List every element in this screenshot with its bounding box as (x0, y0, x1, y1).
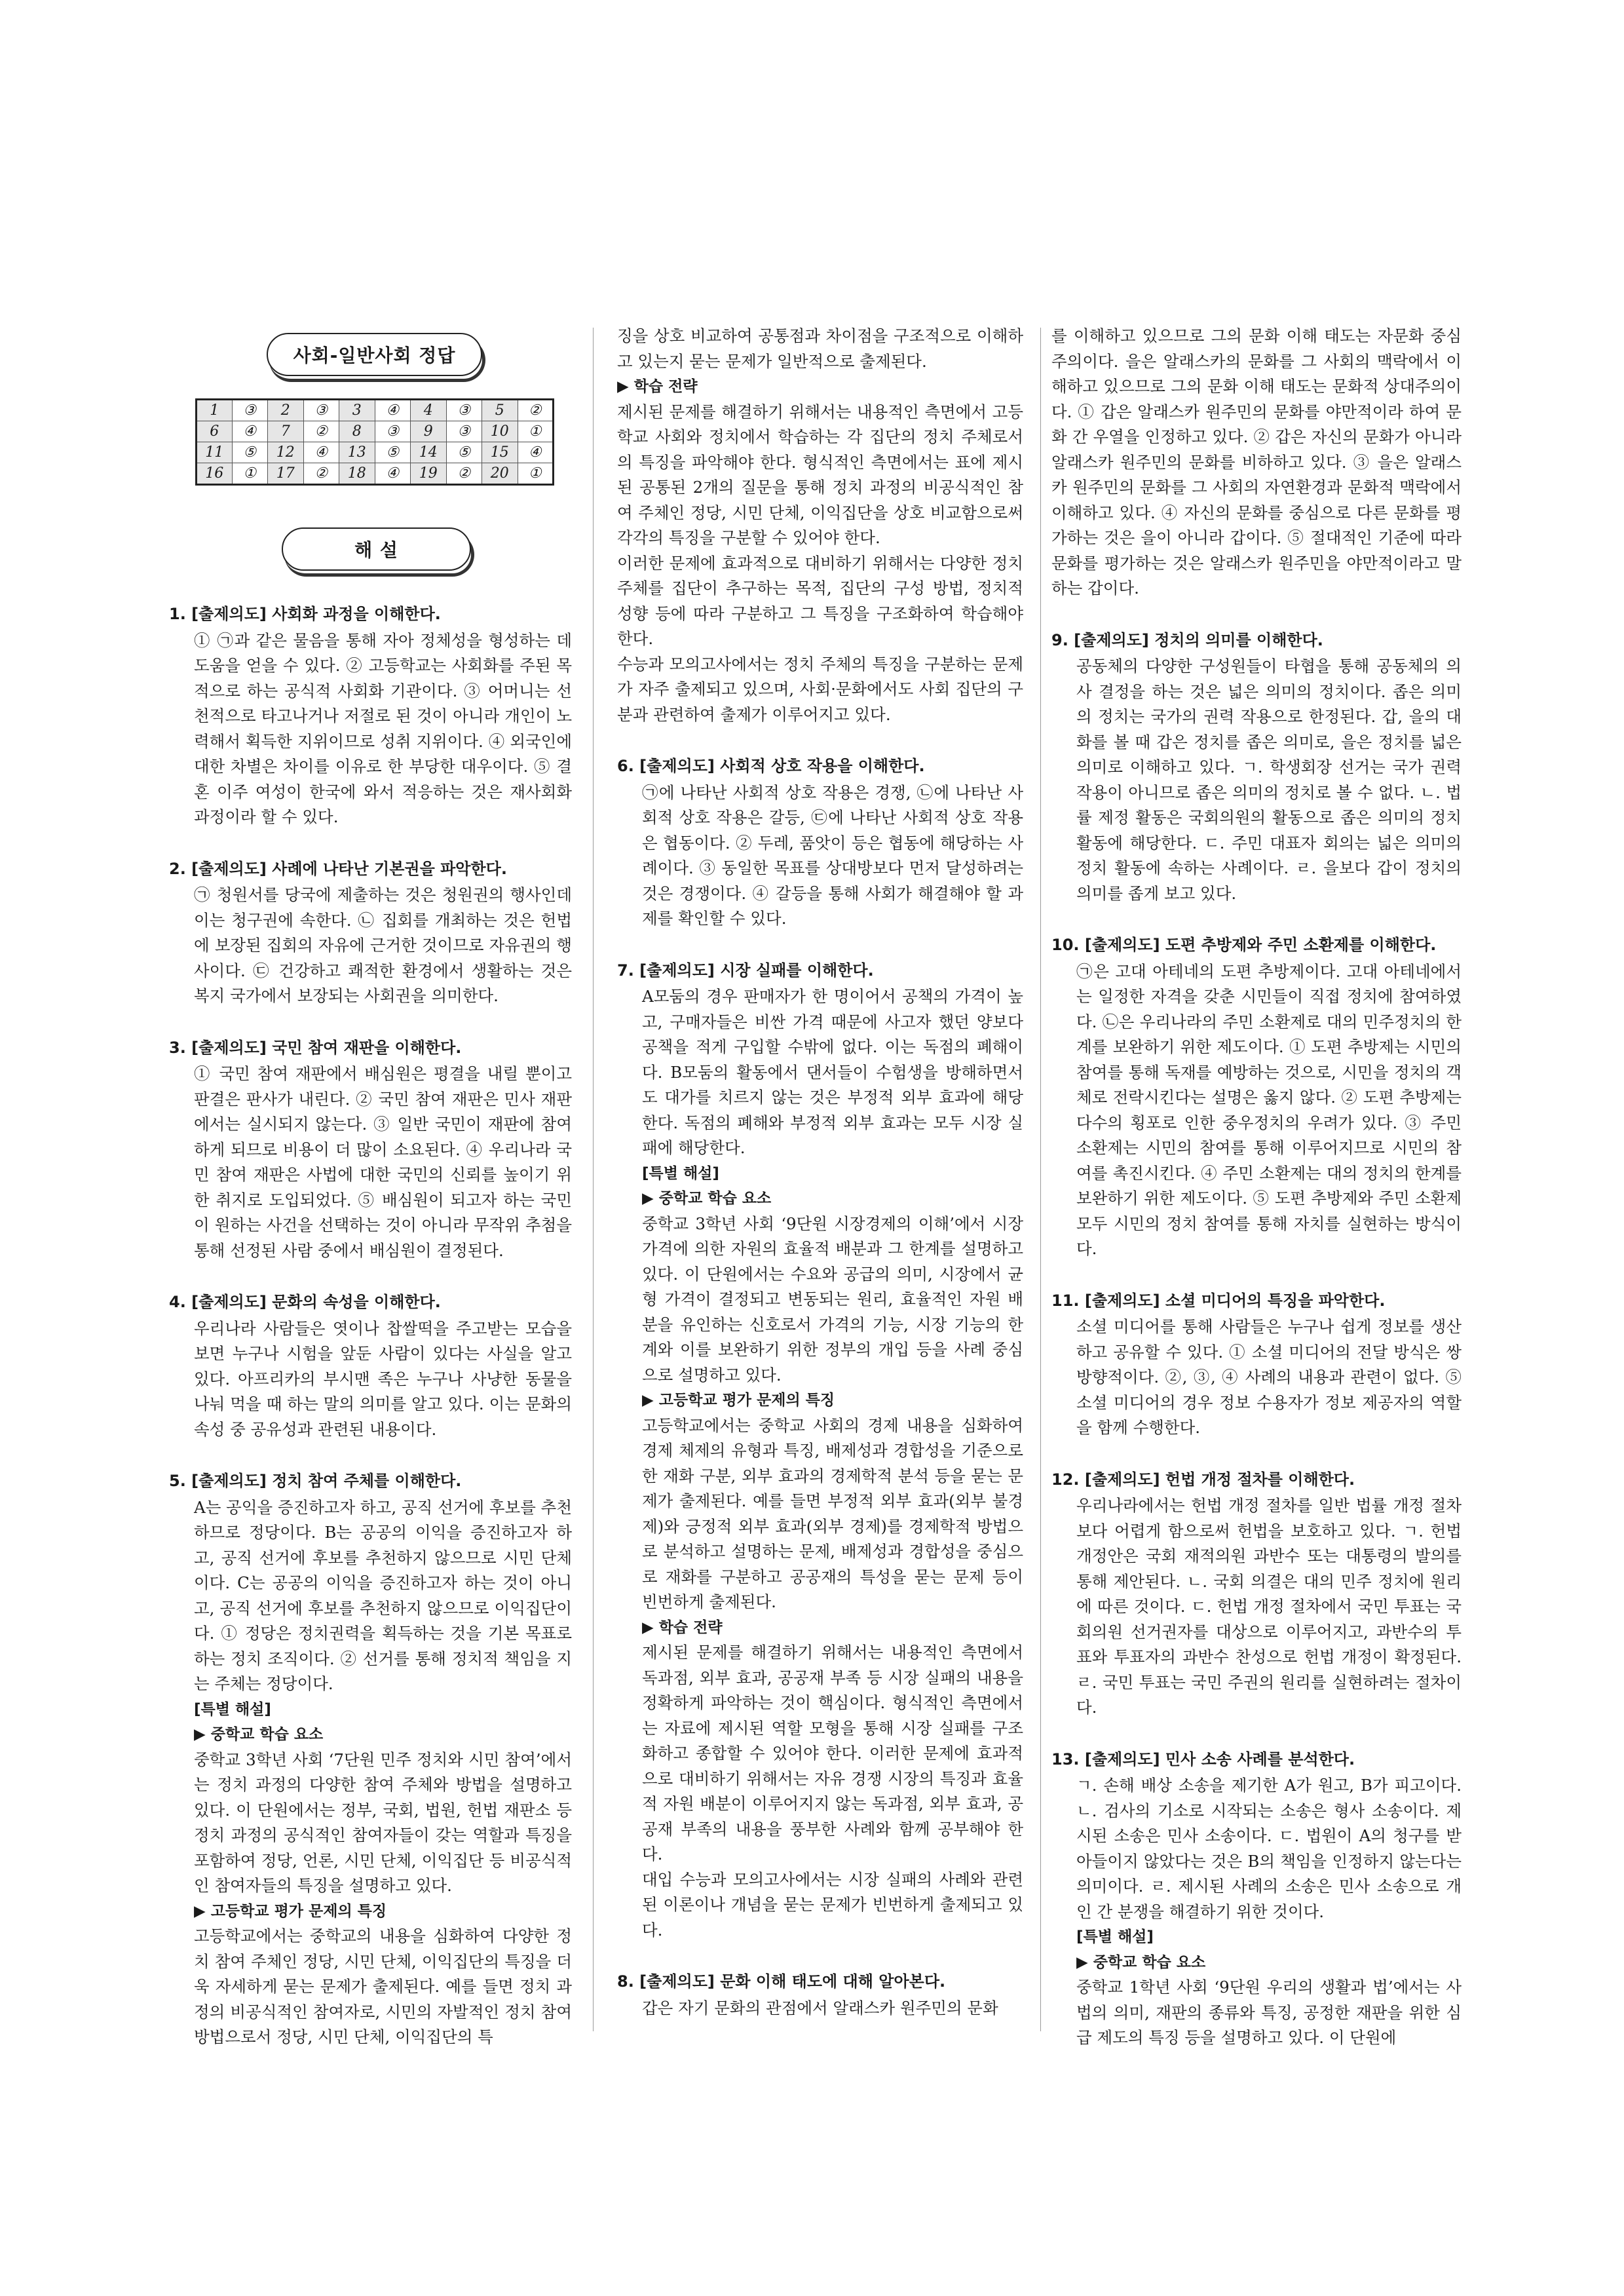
subsection-heading: ▶ 고등학교 평가 문제의 특징 (194, 1902, 387, 1920)
subsection-heading: ▶ 학습 전략 (642, 1618, 723, 1636)
explanation-item (169, 1468, 572, 2050)
explanation-item (1051, 1467, 1462, 1721)
answer-row (197, 400, 554, 421)
question-number: 7 (268, 421, 304, 442)
column-divider-1 (593, 328, 594, 2031)
subsection-heading: ▶ 고등학교 평가 문제의 특징 (642, 1392, 835, 1409)
explanation-item (1051, 1747, 1462, 2051)
subsection-heading: ▶ 중학교 학습 요소 (642, 1190, 772, 1207)
explanation-paragraph: 우리나라에서는 헌법 개정 절차를 일반 법률 개정 절차보다 어렵게 함으로써 헌법을 보호하고 있다. ㄱ. 헌법 개정안은 국회 재적의원 과반수 또는 대통령의 발의를 통해 제안된다. ㄴ. 국회 의결은 대의 민주 정치에 원리에 따른 것이다. ㄷ. 헌법 개정 절차에서 국민 투표는 국회의원 선거권자를 대상으로 이루어지고, 과반수의 투표와 투표자의 과반수 찬성으로 헌법 개정이 확정된다. ㄹ. 국민 투표는 국민 주권의 원리를 실현하려는 절차이다. (1076, 1496, 1462, 1717)
question-number: 8 (339, 421, 375, 442)
explanation-heading: 5. [출제의도] 정치 참여 주체를 이해한다. (169, 1472, 462, 1490)
subsection-heading: ▶ 학습 전략 (617, 378, 698, 395)
explanation-item (1051, 628, 1462, 907)
explanation-title-banner (282, 527, 471, 571)
answer-choice: ① (232, 463, 268, 485)
explanation-item (617, 958, 1023, 1943)
explanation-column-1 (169, 602, 572, 2076)
answer-row (197, 463, 554, 485)
explanation-item (1051, 324, 1462, 602)
answer-choice: ④ (232, 421, 268, 442)
explanation-heading: 1. [출제의도] 사회화 과정을 이해한다. (169, 605, 441, 623)
explanation-item (169, 1035, 572, 1264)
answer-choice: ④ (375, 463, 411, 485)
answer-choice: ② (303, 421, 339, 442)
explanation-paragraph: ㉠에 나타난 사회적 상호 작용은 경쟁, ㉡에 나타난 사회적 상호 작용은 갈등, ㉢에 나타난 사회적 상호 작용은 협동이다. ② 두레, 품앗이 등은 협동에 해당하는 사례이다. ③ 동일한 목표를 상대방보다 먼저 달성하려는 것은 경쟁이다. ④ 갈등을 통해 사회가 해결해야 할 과제를 확인할 수 있다. (642, 782, 1023, 928)
explanation-heading: 3. [출제의도] 국민 참여 재판을 이해한다. (169, 1038, 462, 1057)
explanation-paragraph: 수능과 모의고사에서는 정치 주체의 특징을 구분하는 문제가 자주 출제되고 있으며, 사회·문화에서도 사회 집단의 구분과 관련하여 출제가 이루어지고 있다. (617, 654, 1023, 724)
explanation-heading: 9. [출제의도] 정치의 의미를 이해한다. (1051, 630, 1323, 649)
explanation-item (1051, 932, 1462, 1262)
answer-choice: ③ (446, 400, 482, 421)
question-number: 17 (268, 463, 304, 485)
explanation-paragraph: 중학교 3학년 사회 ‘9단원 시장경제의 이해’에서 시장 가격에 의한 자원의 효율적 배분과 그 한계를 설명하고 있다. 이 단원에서는 수요와 공급의 의미, 시장에서 균형 가격이 결정되고 변동되는 원리, 효율적인 자원 배분을 유인하는 신호로서 가격의 기능, 시장 기능의 한계와 이를 보완하기 위한 정부의 개입 등을 사례 중심으로 설명하고 있다. (642, 1214, 1023, 1385)
question-number: 15 (482, 442, 518, 463)
explanation-paragraph: 를 이해하고 있으므로 그의 문화 이해 태도는 자문화 중심주의이다. 을은 알래스카의 문화를 그 사회의 맥락에서 이해하고 있으므로 그의 문화 이해 태도는 문화적 상대주의이다. ① 갑은 알래스카 원주민의 문화를 야만적이라 하여 문화 간 우열을 인정하고 있다. ② 갑은 자신의 문화가 아니라 알래스카 원주민의 문화를 비하하고 있다. ③ 을은 알래스카 원주민의 문화를 그 사회의 자연환경과 문화적 맥락에서 이해하고 있다. ④ 자신의 문화를 중심으로 다른 문화를 평가하는 것은 을이 아니라 갑이다. ⑤ 절대적인 기준에 따라 문화를 평가하는 것은 알래스카 원주민을 야만적이라고 말하는 갑이다. (1051, 326, 1462, 598)
explanation-heading: 6. [출제의도] 사회적 상호 작용을 이해한다. (617, 757, 925, 775)
question-number: 14 (411, 442, 447, 463)
explanation-item (617, 1969, 1023, 2021)
question-number: 19 (411, 463, 447, 485)
answer-choice: ② (446, 463, 482, 485)
answer-choice: ③ (375, 421, 411, 442)
explanation-heading: 11. [출제의도] 소셜 미디어의 특징을 파악한다. (1051, 1291, 1386, 1310)
answer-title-banner (267, 333, 482, 376)
answer-key-table (195, 398, 554, 486)
column-divider-2 (1040, 328, 1041, 2031)
special-note-label: [특별 해설] (1076, 1928, 1154, 1945)
explanation-item (169, 602, 572, 830)
explanation-paragraph: 제시된 문제를 해결하기 위해서는 내용적인 측면에서 고등학교 사회와 정치에서 학습하는 각 집단의 정치 주체로서의 특징을 파악해야 한다. 형식적인 측면에서는 표에 제시된 공통된 2개의 질문을 통해 정치 과정의 비공식적인 참여 주체인 정당, 시민 단체, 이익집단을 상호 비교함으로써 각각의 특징을 구분할 수 있어야 한다. (617, 402, 1023, 547)
question-number: 18 (339, 463, 375, 485)
answer-choice: ⑤ (232, 442, 268, 463)
explanation-paragraph: 고등학교에서는 중학교의 내용을 심화하여 다양한 정치 참여 주체인 정당, 시민 단체, 이익집단의 특징을 더욱 자세하게 묻는 문제가 출제된다. 예를 들면 정치 과정의 비공식적인 참여자로, 시민의 자발적인 정치 참여 방법으로서 정당, 시민 단체, 이익집단의 특 (194, 1926, 572, 2046)
question-number: 9 (411, 421, 447, 442)
explanation-column-2 (617, 324, 1023, 2047)
explanation-paragraph: ① 국민 참여 재판에서 배심원은 평결을 내릴 뿐이고 판결은 판사가 내린다. ② 국민 참여 재판은 민사 재판에서는 실시되지 않는다. ③ 일반 국민이 재판에 참여하게 되므로 비용이 더 많이 소요된다. ④ 우리나라 국민 참여 재판은 사법에 대한 국민의 신뢰를 높이기 위한 취지로 도입되었다. ⑤ 배심원이 되고자 하는 국민이 원하는 사건을 선택하는 것이 아니라 무작위 추첨을 통해 선정된 사람 중에서 배심원이 결정된다. (194, 1064, 572, 1260)
question-number: 5 (482, 400, 518, 421)
explanation-heading: 12. [출제의도] 헌법 개정 절차를 이해한다. (1051, 1470, 1355, 1489)
explanation-paragraph: ㉠ 청원서를 당국에 제출하는 것은 청원권의 행사인데 이는 청구권에 속한다. ㉡ 집회를 개최하는 것은 헌법에 보장된 집회의 자유에 근거한 것이므로 자유권의 행사이다. ㉢ 건강하고 쾌적한 환경에서 생활하는 것은 복지 국가에서 보장되는 사회권을 의미한다. (194, 885, 572, 1005)
explanation-paragraph: A모둠의 경우 판매자가 한 명이어서 공책의 가격이 높고, 구매자들은 비싼 가격 때문에 사고자 했던 양보다 공책을 적게 구입할 수밖에 없다. 이는 독점의 폐해이다. B모둠의 활동에서 댄서들이 수험생을 방해하면서도 대가를 치르지 않는 것은 부정적 외부 효과에 해당한다. 독점의 폐해와 부정적 외부 효과는 모두 시장 실패에 해당한다. (642, 987, 1023, 1157)
answer-choice: ④ (303, 442, 339, 463)
explanation-heading: 8. [출제의도] 문화 이해 태도에 대해 알아본다. (617, 1972, 946, 1991)
question-number: 1 (197, 400, 233, 421)
explanation-paragraph: ㄱ. 손해 배상 소송을 제기한 A가 원고, B가 피고이다. ㄴ. 검사의 기소로 시작되는 소송은 형사 소송이다. 제시된 소송은 민사 소송이다. ㄷ. 법원이 A의 청구를 받아들이지 않았다는 것은 B의 책임을 인정하지 않는다는 의미이다. ㄹ. 제시된 사례의 소송은 민사 소송으로 개인 간 분쟁을 해결하기 위한 것이다. (1076, 1776, 1462, 1921)
special-note-label: [특별 해설] (642, 1164, 719, 1182)
explanation-title: 해 설 (354, 539, 398, 561)
special-note-label: [특별 해설] (194, 1700, 271, 1718)
answer-choice: ① (518, 421, 554, 442)
explanation-heading: 7. [출제의도] 시장 실패를 이해한다. (617, 961, 874, 980)
explanation-paragraph: ① ㉠과 같은 물음을 통해 자아 정체성을 형성하는 데 도움을 얻을 수 있다. ② 고등학교는 사회화를 주된 목적으로 하는 공식적 사회화 기관이다. ③ 어머니는 선천적으로 타고나거나 저절로 된 것이 아니라 개인이 노력해서 획득한 지위이므로 성취 지위이다. ④ 외국인에 대한 차별은 차이를 이유로 한 부당한 대우이다. ⑤ 결혼 이주 여성이 한국에 와서 적응하는 것은 재사회화 과정이라 할 수 있다. (194, 630, 572, 826)
answer-choice: ① (518, 463, 554, 485)
explanation-paragraph: A는 공익을 증진하고자 하고, 공직 선거에 후보를 추천하므로 정당이다. B는 공공의 이익을 증진하고자 하고, 공직 선거에 후보를 추천하지 않으므로 시민 단체이다. C는 공공의 이익을 증진하고자 하는 것이 아니고, 공직 선거에 후보를 추천하지 않으므로 이익집단이다. ① 정당은 정치권력을 획득하는 것을 기본 목표로 하는 정치 조직이다. ② 선거를 통해 정치적 책임을 지는 주체는 정당이다. (194, 1497, 573, 1693)
explanation-paragraph: ㉠은 고대 아테네의 도편 추방제이다. 고대 아테네에서는 일정한 자격을 갖춘 시민들이 직접 정치에 참여하였다. ㉡은 우리나라의 주민 소환제로 대의 민주정치의 한계를 보완하기 위한 제도이다. ① 도편 추방제는 시민의 참여를 통해 독재를 예방하는 것으로, 시민을 정치의 객체로 전락시킨다는 설명은 옳지 않다. ② 도편 추방제는 다수의 횡포로 인한 중우정치의 우려가 있다. ③ 주민 소환제는 시민의 참여를 통해 이루어지므로 시민의 참여를 촉진시킨다. ④ 주민 소환제는 대의 정치의 한계를 보완하기 위한 제도이다. ⑤ 도편 추방제와 주민 소환제 모두 시민의 정치 참여를 통해 자치를 실현하는 방식이다. (1076, 961, 1462, 1258)
question-number: 16 (197, 463, 233, 485)
explanation-heading: 2. [출제의도] 사례에 나타난 기본권을 파악한다. (169, 859, 507, 878)
explanation-paragraph: 중학교 1학년 사회 ‘9단원 우리의 생활과 법’에서는 사법의 의미, 재판의 종류와 특징, 공정한 재판을 위한 심급 제도의 특징 등을 설명하고 있다. 이 단원에 (1076, 1978, 1462, 2047)
answer-choice: ⑤ (446, 442, 482, 463)
answer-row (197, 442, 554, 463)
explanation-paragraph: 우리나라 사람들은 엿이나 찹쌀떡을 주고받는 모습을 보면 누구나 시험을 앞둔 사람이 있다는 사실을 알고 있다. 아프리카의 부시맨 족은 누구나 사냥한 동물을 나눠 먹을 때 하는 말의 의미를 알고 있다. 이는 문화의 속성 중 공유성과 관련된 내용이다. (194, 1318, 572, 1439)
explanation-paragraph: 갑은 자기 문화의 관점에서 알래스카 원주민의 문화 (642, 1998, 998, 2018)
explanation-paragraph: 대입 수능과 모의고사에서는 시장 실패의 사례와 관련된 이론이나 개념을 묻는 문제가 빈번하게 출제되고 있다. (642, 1869, 1023, 1940)
subsection-heading: ▶ 중학교 학습 요소 (1076, 1953, 1206, 1971)
answer-choice: ② (303, 463, 339, 485)
explanation-paragraph: 징을 상호 비교하여 공통점과 차이점을 구조적으로 이해하고 있는지 묻는 문제가 일반적으로 출제된다. (617, 326, 1023, 371)
explanation-paragraph: 고등학교에서는 중학교 사회의 경제 내용을 심화하여 경제 체제의 유형과 특징, 배제성과 경합성을 기준으로 한 재화 구분, 외부 효과의 경제학적 분석 등을 묻는 문제가 출제된다. 예를 들면 부정적 외부 효과(외부 불경제)와 긍정적 외부 효과(외부 경제)를 경제학적 방법으로 분석하고 설명하는 문제, 배제성과 경합성을 중심으로 재화를 구분하고 공공재의 특성을 묻는 문제 등이 빈번하게 출제된다. (642, 1415, 1023, 1611)
answer-row (197, 421, 554, 442)
explanation-item (617, 754, 1023, 932)
question-number: 3 (339, 400, 375, 421)
explanation-paragraph: 중학교 3학년 사회 ‘7단원 민주 정치와 시민 참여’에서는 정치 과정의 다양한 참여 주체와 방법을 설명하고 있다. 이 단원에서는 정부, 국회, 법원, 헌법 재판소 등 정치 과정의 공식적인 참여자들이 갖는 역할과 특징을 포함하여 정당, 언론, 시민 단체, 이익집단 등 비공식적인 참여자들의 특징을 설명하고 있다. (194, 1750, 572, 1895)
explanation-heading: 4. [출제의도] 문화의 속성을 이해한다. (169, 1293, 441, 1311)
question-number: 2 (268, 400, 304, 421)
answer-choice: ③ (446, 421, 482, 442)
answer-choice: ④ (375, 400, 411, 421)
explanation-heading: 10. [출제의도] 도편 추방제와 주민 소환제를 이해한다. (1051, 936, 1437, 954)
answer-choice: ④ (518, 442, 554, 463)
answer-title: 사회-일반사회 정답 (293, 345, 456, 366)
subsection-heading: ▶ 중학교 학습 요소 (194, 1726, 324, 1743)
explanation-paragraph: 제시된 문제를 해결하기 위해서는 내용적인 측면에서 독과점, 외부 효과, 공공재 부족 등 시장 실패의 내용을 정확하게 파악하는 것이 핵심이다. 형식적인 측면에서는 자료에 제시된 역할 모형을 통해 시장 실패를 구조화하고 종합할 수 있어야 한다. 이러한 문제에 효과적으로 대비하기 위해서는 자유 경쟁 시장의 특징과 효율적 자원 배분이 이루어지지 않는 독과점, 외부 효과, 공공재 부족의 내용을 풍부한 사례와 함께 공부해야 한다. (642, 1643, 1023, 1864)
explanation-heading: 13. [출제의도] 민사 소송 사례를 분석한다. (1051, 1750, 1355, 1769)
answer-choice: ③ (232, 400, 268, 421)
question-number: 6 (197, 421, 233, 442)
explanation-column-3 (1051, 324, 1462, 2077)
answer-choice: ② (518, 400, 554, 421)
explanation-paragraph: 소셜 미디어를 통해 사람들은 누구나 쉽게 정보를 생산하고 공유할 수 있다. ① 소셜 미디어의 전달 방식은 쌍방향적이다. ②, ③, ④ 사례의 내용과 관련이 없다. ⑤ 소셜 미디어의 경우 정보 수용자가 정보 제공자의 역할을 함께 수행한다. (1076, 1317, 1462, 1437)
explanation-paragraph: 공동체의 다양한 구성원들이 타협을 통해 공동체의 의사 결정을 하는 것은 넓은 의미의 정치이다. 좁은 의미의 정치는 국가의 권력 작용으로 한정된다. 갑, 을의 대화를 볼 때 갑은 정치를 좁은 의미로, 을은 정치를 넓은 의미로 이해하고 있다. ㄱ. 학생회장 선거는 국가 권력 작용이 아니므로 좁은 의미의 정치로 볼 수 없다. ㄴ. 법률 제정 활동은 국회의원의 활동으로 좁은 의미의 정치 활동에 해당한다. ㄷ. 주민 대표자 회의는 넓은 의미의 정치 활동에 속하는 사례이다. ㄹ. 을보다 갑이 정치의 의미를 좁게 보고 있다. (1076, 657, 1462, 903)
explanation-item (617, 324, 1023, 727)
answer-choice: ⑤ (375, 442, 411, 463)
explanation-item (1051, 1288, 1462, 1441)
question-number: 10 (482, 421, 518, 442)
explanation-item (169, 856, 572, 1009)
question-number: 11 (197, 442, 233, 463)
question-number: 20 (482, 463, 518, 485)
explanation-item (169, 1290, 572, 1442)
question-number: 12 (268, 442, 304, 463)
answer-choice: ③ (303, 400, 339, 421)
explanation-paragraph: 이러한 문제에 효과적으로 대비하기 위해서는 다양한 정치 주체를 집단이 추구하는 목적, 집단의 구성 방법, 정치적 성향 등에 따라 구분하고 그 특징을 구조화하여 학습해야 한다. (617, 553, 1023, 648)
question-number: 13 (339, 442, 375, 463)
question-number: 4 (411, 400, 447, 421)
